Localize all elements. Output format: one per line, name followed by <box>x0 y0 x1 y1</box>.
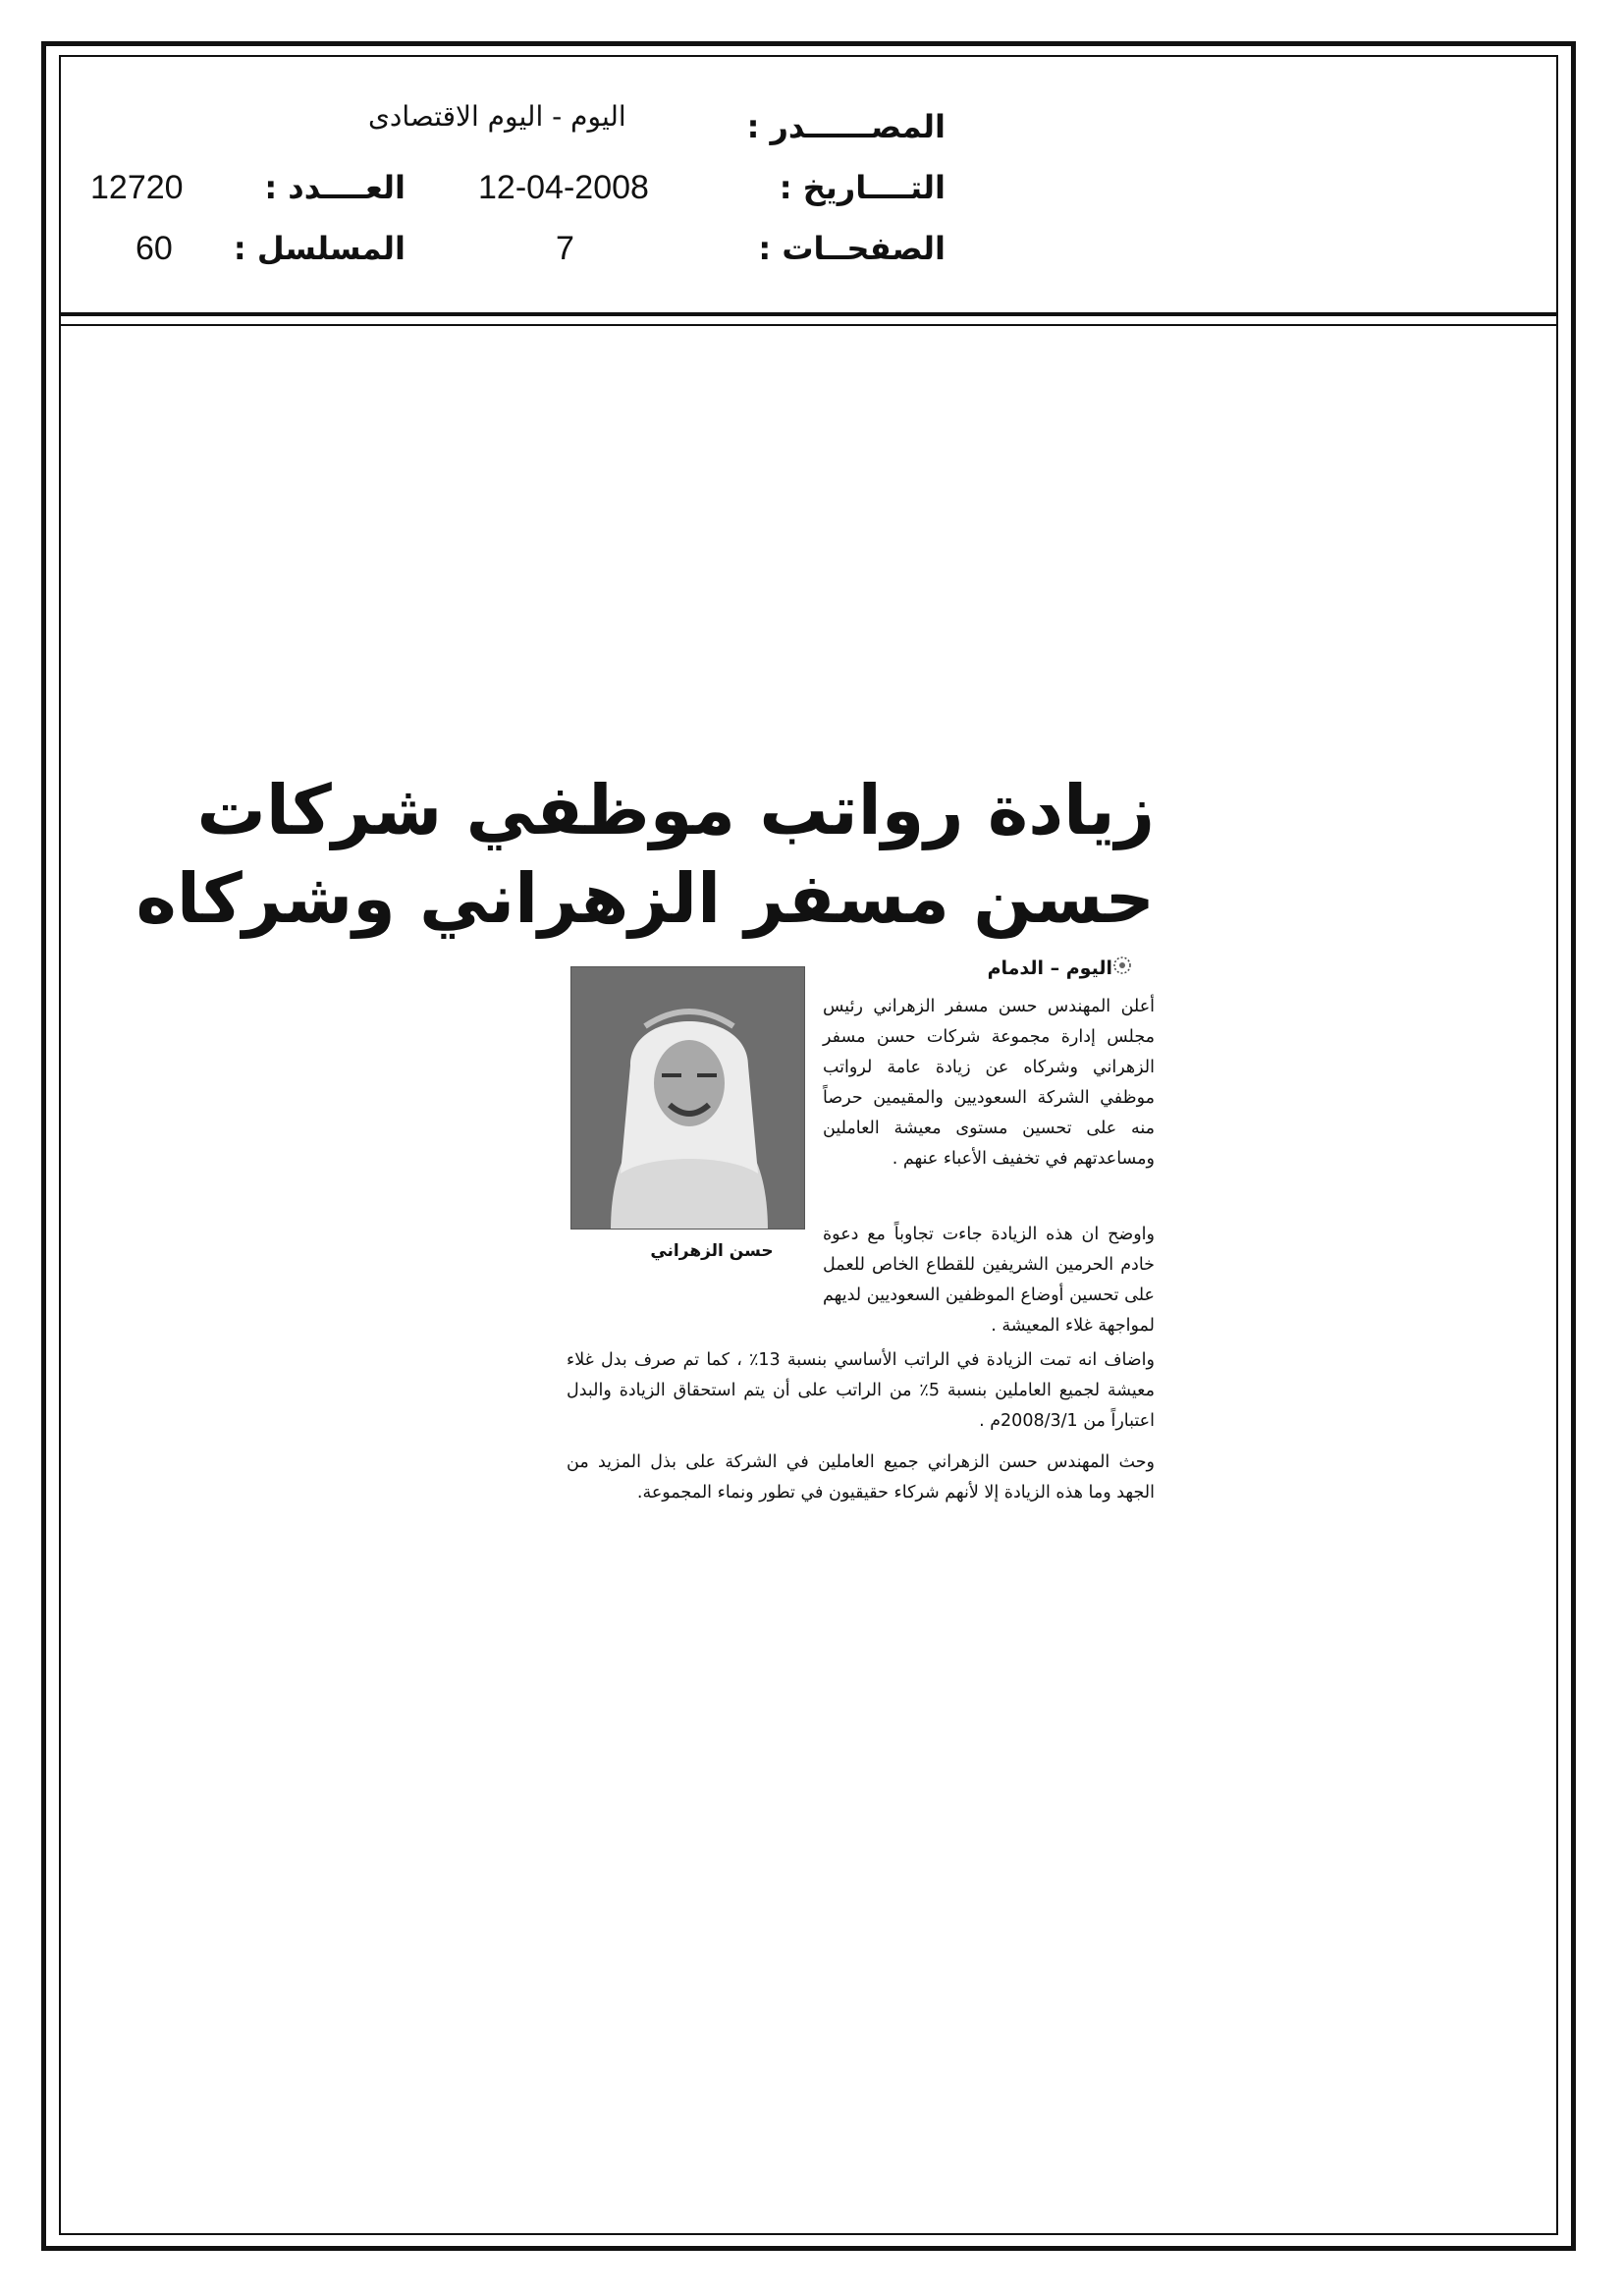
portrait-photo <box>570 966 805 1230</box>
article-paragraph: وحث المهندس حسن الزهراني جميع العاملين في الشركة على بذل المزيد من الجهد وما هذه الزيادة إلا لأنهم شركاء حقيقيون في تطور ونماء المجموعة. <box>567 1452 1155 1503</box>
date-label: التــــاريخ : <box>779 169 946 206</box>
header-divider <box>59 312 1558 316</box>
page-border-inner <box>59 55 1558 2235</box>
photo-caption: حسن الزهراني <box>650 1241 774 1261</box>
article-headline-line-1: زيادة رواتب موظفي شركات <box>196 770 1155 850</box>
article-dateline: اليوم – الدمام <box>987 957 1112 979</box>
portrait-photo-drawing <box>571 967 805 1230</box>
header-divider-thin <box>59 324 1558 326</box>
article-paragraph: أعلن المهندس حسن مسفر الزهراني رئيس مجلس إدارة مجموعة شركات حسن مسفر الزهراني وشركاه عن زيادة عامة لرواتب موظفي الشركة السعوديين والمقيمين حرصاً منه على تحسين مستوى معيشة العاملين ومساعدتهم في تخفيف الأعباء عنهم . <box>823 997 1155 1169</box>
issue-value: 12720 <box>90 169 184 206</box>
source-label: المصــــــدر : <box>746 108 946 145</box>
article-paragraph: واوضح ان هذه الزيادة جاءت تجاوباً مع دعوة خادم الحرمين الشريفين للقطاع الخاص للعمل على تحسين أوضاع الموظفين السعوديين لديهم لمواجهة غلاء المعيشة . <box>823 1225 1155 1336</box>
date-value: 12-04-2008 <box>478 169 649 206</box>
serial-label: المسلسل : <box>233 230 406 267</box>
article-paragraph: واضاف انه تمت الزيادة في الراتب الأساسي بنسبة 13٪ ، كما تم صرف بدل غلاء معيشة لجميع العاملين بنسبة 5٪ من الراتب على أن يتم استحقاق الزيادة والبدل اعتباراً من 2008/3/1م . <box>567 1350 1155 1431</box>
pages-value: 7 <box>556 230 574 267</box>
newspaper-logo-icon <box>1111 955 1133 976</box>
article-headline-line-2: حسن مسفر الزهراني وشركاه <box>135 858 1155 939</box>
pages-label: الصفحــات : <box>758 230 946 267</box>
serial-value: 60 <box>135 230 173 267</box>
issue-label: العــــدد : <box>264 169 406 206</box>
source-value: اليوم - اليوم الاقتصادى <box>368 100 626 133</box>
